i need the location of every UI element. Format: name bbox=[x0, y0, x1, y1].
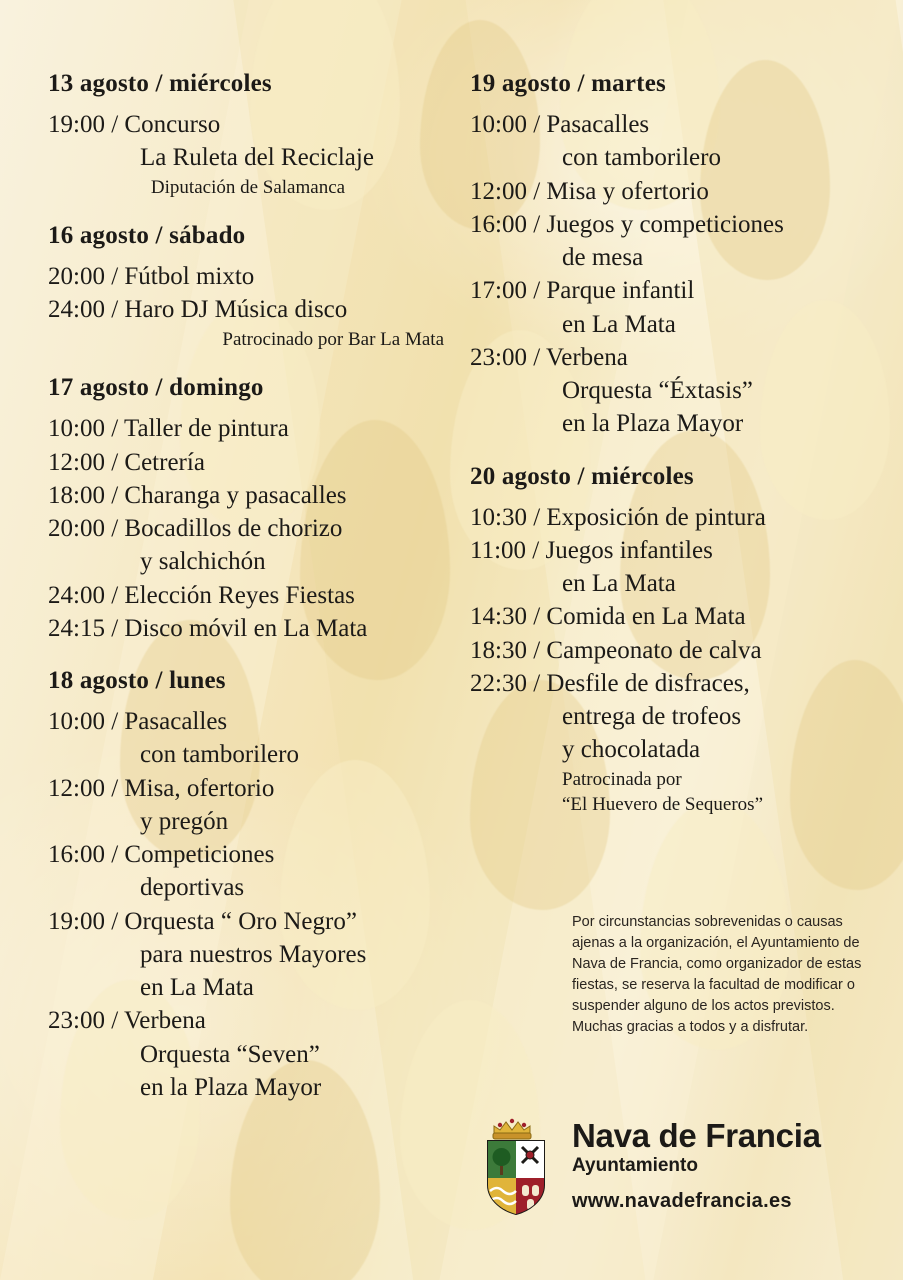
event-note: Patrocinada por bbox=[562, 768, 682, 790]
event-description: Pasacalles bbox=[546, 111, 650, 138]
event-description: Misa, ofertorio bbox=[124, 774, 275, 802]
schedule-column-right bbox=[470, 70, 870, 840]
event-description: Parque infantil bbox=[546, 277, 695, 305]
event-line bbox=[48, 905, 448, 938]
event-continuation: para nuestros Mayores bbox=[140, 940, 367, 968]
disclaimer-text: Por circunstancias sobrevenidas o causas ajenas a la organización, el Ayuntamiento de Nava de Francia, como organizador de estas fiestas, se reserva la facultad de modificar o suspender alguno de los actos previstos. Muchas gracias a todos y a disfrutar. bbox=[572, 914, 862, 1036]
event-time: 18:30 / bbox=[470, 636, 547, 664]
footer bbox=[480, 1105, 880, 1235]
event-line bbox=[470, 634, 870, 667]
event-line bbox=[470, 667, 870, 700]
event-description: Campeonato de calva bbox=[546, 636, 762, 664]
event-continuation: entrega de trofeos bbox=[562, 703, 742, 730]
event-line bbox=[48, 446, 448, 479]
event-time: 20:00 / bbox=[48, 263, 125, 291]
event-description: Cetrería bbox=[124, 448, 205, 476]
event-description: Haro DJ Música disco bbox=[124, 296, 348, 324]
event-continuation: en la Plaza Mayor bbox=[562, 410, 744, 438]
day-heading: 19 agosto / martes bbox=[470, 70, 666, 97]
event-note: “El Huevero de Sequeros” bbox=[562, 794, 764, 816]
event-time: 12:00 / bbox=[48, 448, 125, 476]
event-continuation: Orquesta “Seven” bbox=[140, 1040, 320, 1068]
day-block bbox=[470, 70, 870, 441]
event-time: 17:00 / bbox=[470, 277, 547, 305]
event-continuation: y salchichón bbox=[140, 548, 266, 576]
event-continuation: en La Mata bbox=[562, 570, 676, 597]
event-line bbox=[470, 175, 870, 208]
event-continuation: en la Plaza Mayor bbox=[140, 1073, 322, 1101]
event-line bbox=[48, 293, 448, 326]
event-description: Juegos infantiles bbox=[545, 536, 713, 564]
brand-block bbox=[572, 1119, 821, 1213]
event-time: 24:15 / bbox=[48, 614, 125, 642]
event-line bbox=[48, 412, 448, 445]
day-heading: 17 agosto / domingo bbox=[48, 374, 264, 402]
event-time: 23:00 / bbox=[470, 343, 546, 371]
event-continuation: Orquesta “Éxtasis” bbox=[562, 377, 753, 404]
event-continuation: deportivas bbox=[140, 874, 245, 902]
entity-name: Ayuntamiento bbox=[572, 1154, 698, 1176]
event-line bbox=[470, 501, 870, 534]
event-time: 19:00 / bbox=[48, 907, 125, 935]
event-line bbox=[48, 579, 448, 612]
event-line bbox=[48, 512, 448, 545]
event-time: 11:00 / bbox=[470, 536, 546, 564]
event-line bbox=[48, 108, 448, 141]
event-line bbox=[48, 260, 448, 293]
event-continuation: de mesa bbox=[562, 244, 644, 271]
event-description: Desfile de disfraces, bbox=[546, 669, 750, 697]
event-line bbox=[48, 705, 448, 738]
event-time: 20:00 / bbox=[48, 515, 125, 543]
event-description: Charanga y pasacalles bbox=[124, 481, 347, 509]
event-note: Diputación de Salamanca bbox=[150, 176, 346, 198]
website-url[interactable]: www.navadefrancia.es bbox=[572, 1190, 792, 1213]
event-time: 10:00 / bbox=[48, 415, 124, 443]
event-description: Taller de pintura bbox=[123, 415, 289, 443]
event-description: Comida en La Mata bbox=[546, 603, 746, 631]
event-time: 19:00 / bbox=[48, 111, 125, 138]
day-block bbox=[48, 222, 448, 352]
event-line bbox=[470, 108, 870, 141]
event-time: 24:00 / bbox=[48, 581, 125, 609]
event-description: Competiciones bbox=[124, 841, 275, 869]
event-time: 10:00 / bbox=[470, 111, 547, 138]
event-time: 18:00 / bbox=[48, 481, 125, 509]
event-description: Misa y ofertorio bbox=[546, 177, 709, 205]
day-block bbox=[48, 70, 448, 200]
day-block bbox=[48, 374, 448, 645]
schedule-column-left bbox=[48, 70, 448, 1126]
event-time: 12:00 / bbox=[470, 177, 547, 205]
event-line bbox=[48, 612, 448, 645]
event-continuation: y pregón bbox=[140, 807, 229, 835]
event-description: Fútbol mixto bbox=[124, 263, 255, 291]
event-continuation: con tamborilero bbox=[562, 144, 721, 172]
event-time: 22:30 / bbox=[470, 669, 547, 697]
event-description: Pasacalles bbox=[124, 708, 228, 736]
event-line bbox=[48, 772, 448, 805]
day-heading: 18 agosto / lunes bbox=[48, 667, 226, 695]
event-description: Verbena bbox=[545, 343, 628, 371]
town-name: Nava de Francia bbox=[572, 1117, 821, 1154]
event-time: 16:00 / bbox=[470, 210, 547, 238]
event-line bbox=[470, 341, 870, 374]
day-heading: 20 agosto / miércoles bbox=[470, 462, 694, 490]
event-continuation: La Ruleta del Reciclaje bbox=[140, 144, 374, 172]
event-description: Juegos y competiciones bbox=[546, 210, 784, 238]
event-description: Bocadillos de chorizo bbox=[124, 515, 343, 543]
event-time: 12:00 / bbox=[48, 774, 125, 802]
event-continuation: en La Mata bbox=[562, 310, 676, 338]
day-block bbox=[470, 463, 870, 818]
event-description: Verbena bbox=[123, 1007, 206, 1035]
day-heading: 13 agosto / miércoles bbox=[48, 70, 272, 97]
event-line bbox=[470, 600, 870, 633]
event-description: Disco móvil en La Mata bbox=[124, 614, 368, 642]
day-heading: 16 agosto / sábado bbox=[48, 222, 246, 250]
event-line bbox=[48, 479, 448, 512]
event-continuation: y chocolatada bbox=[562, 736, 701, 764]
event-description: Concurso bbox=[124, 111, 221, 138]
event-note: Patrocinado por Bar La Mata bbox=[222, 328, 444, 350]
event-time: 23:00 / bbox=[48, 1007, 124, 1035]
event-time: 10:00 / bbox=[48, 708, 125, 736]
event-line bbox=[470, 274, 870, 307]
event-time: 10:30 / bbox=[470, 503, 547, 531]
event-continuation: en La Mata bbox=[140, 974, 254, 1002]
day-block bbox=[48, 667, 448, 1104]
coat-of-arms-icon bbox=[480, 1113, 552, 1217]
event-time: 16:00 / bbox=[48, 841, 125, 869]
event-line bbox=[470, 534, 870, 567]
event-description: Elección Reyes Fiestas bbox=[124, 581, 355, 609]
event-description: Orquesta “ Oro Negro” bbox=[124, 907, 357, 935]
event-time: 14:30 / bbox=[470, 603, 547, 631]
event-line bbox=[48, 838, 448, 871]
event-line bbox=[470, 208, 870, 241]
event-line bbox=[48, 1004, 448, 1037]
event-time: 24:00 / bbox=[48, 296, 125, 324]
event-continuation: con tamborilero bbox=[140, 741, 299, 769]
event-description: Exposición de pintura bbox=[546, 503, 766, 531]
